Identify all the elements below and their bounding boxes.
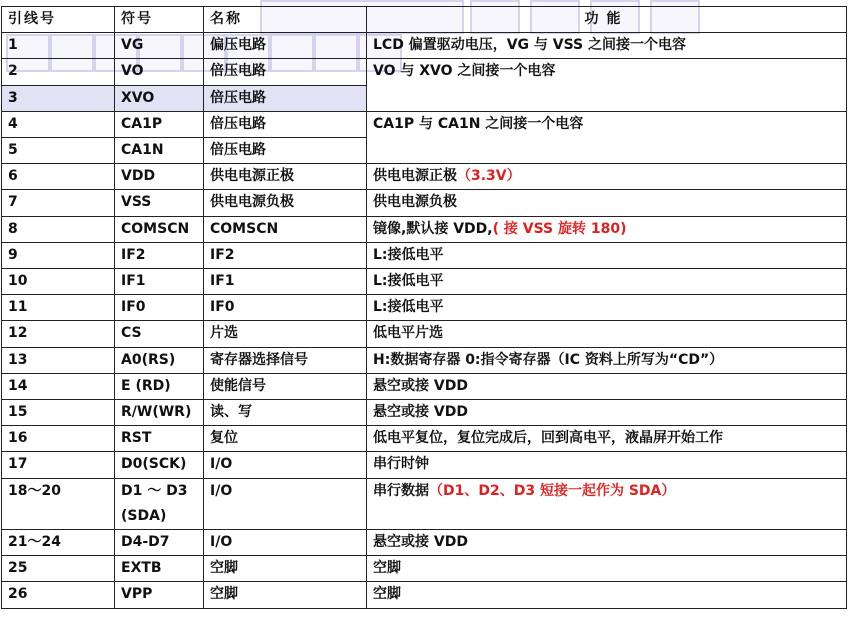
- pin-cell: 18～20: [2, 478, 115, 529]
- name-cell: I/O: [204, 452, 367, 478]
- header-function: 功能: [367, 7, 847, 33]
- pin-cell: 13: [2, 347, 115, 373]
- symbol-cell: IF0: [115, 295, 204, 321]
- pin-cell: 26: [2, 582, 115, 608]
- symbol-cell: D0(SCK): [115, 452, 204, 478]
- table-row: [2, 216, 847, 242]
- function-cell: VO 与 XVO 之间接一个电容: [367, 59, 847, 111]
- symbol-cell: VDD: [115, 164, 204, 190]
- name-cell: 偏压电路: [204, 33, 367, 59]
- name-cell: 片选: [204, 321, 367, 347]
- function-cell: LCD 偏置驱动电压，VG 与 VSS 之间接一个电容: [367, 33, 847, 59]
- name-cell: 空脚: [204, 582, 367, 608]
- name-cell: 空脚: [204, 556, 367, 582]
- name-cell: 供电电源正极: [204, 164, 367, 190]
- pin-cell: 9: [2, 242, 115, 268]
- function-red-note: （D1、D2、D3 短接一起作为 SDA）: [429, 482, 676, 499]
- pin-cell: 17: [2, 452, 115, 478]
- table-row: [2, 111, 847, 137]
- name-cell: 倍压电路: [204, 138, 367, 164]
- symbol-cell: XVO: [115, 85, 204, 111]
- table-row: [2, 556, 847, 582]
- function-cell: 悬空或接 VDD: [367, 400, 847, 426]
- pin-cell: 15: [2, 400, 115, 426]
- pin-cell: 4: [2, 111, 115, 137]
- name-cell: 复位: [204, 426, 367, 452]
- name-cell: COMSCN: [204, 216, 367, 242]
- symbol-line-2: (SDA): [121, 507, 167, 524]
- table-header-row: [2, 7, 847, 33]
- symbol-cell: CA1N: [115, 138, 204, 164]
- function-cell: 低电平片选: [367, 321, 847, 347]
- pin-cell: 12: [2, 321, 115, 347]
- name-cell: 供电电源负极: [204, 190, 367, 216]
- name-cell: IF1: [204, 269, 367, 295]
- table-row: [2, 164, 847, 190]
- header-name: 名称: [204, 7, 367, 33]
- symbol-cell: IF1: [115, 269, 204, 295]
- header-symbol: 符号: [115, 7, 204, 33]
- symbol-cell: COMSCN: [115, 216, 204, 242]
- name-cell: 倍压电路: [204, 111, 367, 137]
- table-row: [2, 530, 847, 556]
- pin-cell: 3: [2, 85, 115, 111]
- function-cell: L:接低电平: [367, 295, 847, 321]
- pin-cell: 16: [2, 426, 115, 452]
- pin-cell: 6: [2, 164, 115, 190]
- pin-cell: 11: [2, 295, 115, 321]
- function-text: 镜像,默认接 VDD,: [373, 220, 493, 237]
- symbol-cell: E (RD): [115, 373, 204, 399]
- function-cell: 悬空或接 VDD: [367, 373, 847, 399]
- pin-cell: 21～24: [2, 530, 115, 556]
- function-text: 供电电源正极: [373, 168, 457, 185]
- function-text: 串行数据: [373, 482, 429, 499]
- function-cell: 串行时钟: [367, 452, 847, 478]
- symbol-cell: [115, 478, 204, 529]
- function-red-note: （3.3V）: [457, 168, 521, 185]
- pin-cell: 1: [2, 33, 115, 59]
- function-cell: 供电电源负极: [367, 190, 847, 216]
- name-cell: 寄存器选择信号: [204, 347, 367, 373]
- symbol-cell: R/W(WR): [115, 400, 204, 426]
- pin-cell: 25: [2, 556, 115, 582]
- function-cell: L:接低电平: [367, 269, 847, 295]
- pin-cell: 2: [2, 59, 115, 85]
- function-cell: 空脚: [367, 582, 847, 608]
- symbol-cell: IF2: [115, 242, 204, 268]
- symbol-cell: CS: [115, 321, 204, 347]
- function-cell: 空脚: [367, 556, 847, 582]
- name-cell: I/O: [204, 478, 367, 529]
- table-row: [2, 242, 847, 268]
- pin-cell: 7: [2, 190, 115, 216]
- function-cell: 悬空或接 VDD: [367, 530, 847, 556]
- pin-cell: 5: [2, 138, 115, 164]
- name-cell: IF0: [204, 295, 367, 321]
- table-row: [2, 295, 847, 321]
- table-row: [2, 190, 847, 216]
- symbol-cell: RST: [115, 426, 204, 452]
- function-cell: CA1P 与 CA1N 之间接一个电容: [367, 111, 847, 163]
- table-row: [2, 478, 847, 529]
- name-cell: 倍压电路: [204, 85, 367, 111]
- symbol-cell: D4-D7: [115, 530, 204, 556]
- table-row: [2, 582, 847, 608]
- header-pin: 引线号: [2, 7, 115, 33]
- name-cell: 读、写: [204, 400, 367, 426]
- symbol-cell: VPP: [115, 582, 204, 608]
- symbol-cell: VSS: [115, 190, 204, 216]
- function-red-note: ( 接 VSS 旋转 180): [492, 220, 627, 237]
- function-cell: H:数据寄存器 0:指令寄存器（IC 资料上所写为“CD”）: [367, 347, 847, 373]
- table-row: [2, 269, 847, 295]
- name-cell: 倍压电路: [204, 59, 367, 85]
- table-row: [2, 452, 847, 478]
- table-row: [2, 59, 847, 85]
- name-cell: 使能信号: [204, 373, 367, 399]
- symbol-cell: VG: [115, 33, 204, 59]
- function-cell: [367, 164, 847, 190]
- name-cell: I/O: [204, 530, 367, 556]
- table-row: [2, 321, 847, 347]
- table-row: [2, 373, 847, 399]
- function-cell: L:接低电平: [367, 242, 847, 268]
- table-row: [2, 347, 847, 373]
- function-cell: 低电平复位，复位完成后，回到高电平，液晶屏开始工作: [367, 426, 847, 452]
- symbol-line-1: D1 ～ D3: [121, 482, 188, 499]
- symbol-cell: A0(RS): [115, 347, 204, 373]
- function-cell: [367, 216, 847, 242]
- symbol-cell: VO: [115, 59, 204, 85]
- table-row: [2, 426, 847, 452]
- table-row: [2, 400, 847, 426]
- function-cell: [367, 478, 847, 529]
- symbol-cell: EXTB: [115, 556, 204, 582]
- pin-definition-table: [1, 6, 847, 609]
- pin-cell: 14: [2, 373, 115, 399]
- table-row: [2, 33, 847, 59]
- name-cell: IF2: [204, 242, 367, 268]
- pin-cell: 10: [2, 269, 115, 295]
- pin-cell: 8: [2, 216, 115, 242]
- symbol-cell: CA1P: [115, 111, 204, 137]
